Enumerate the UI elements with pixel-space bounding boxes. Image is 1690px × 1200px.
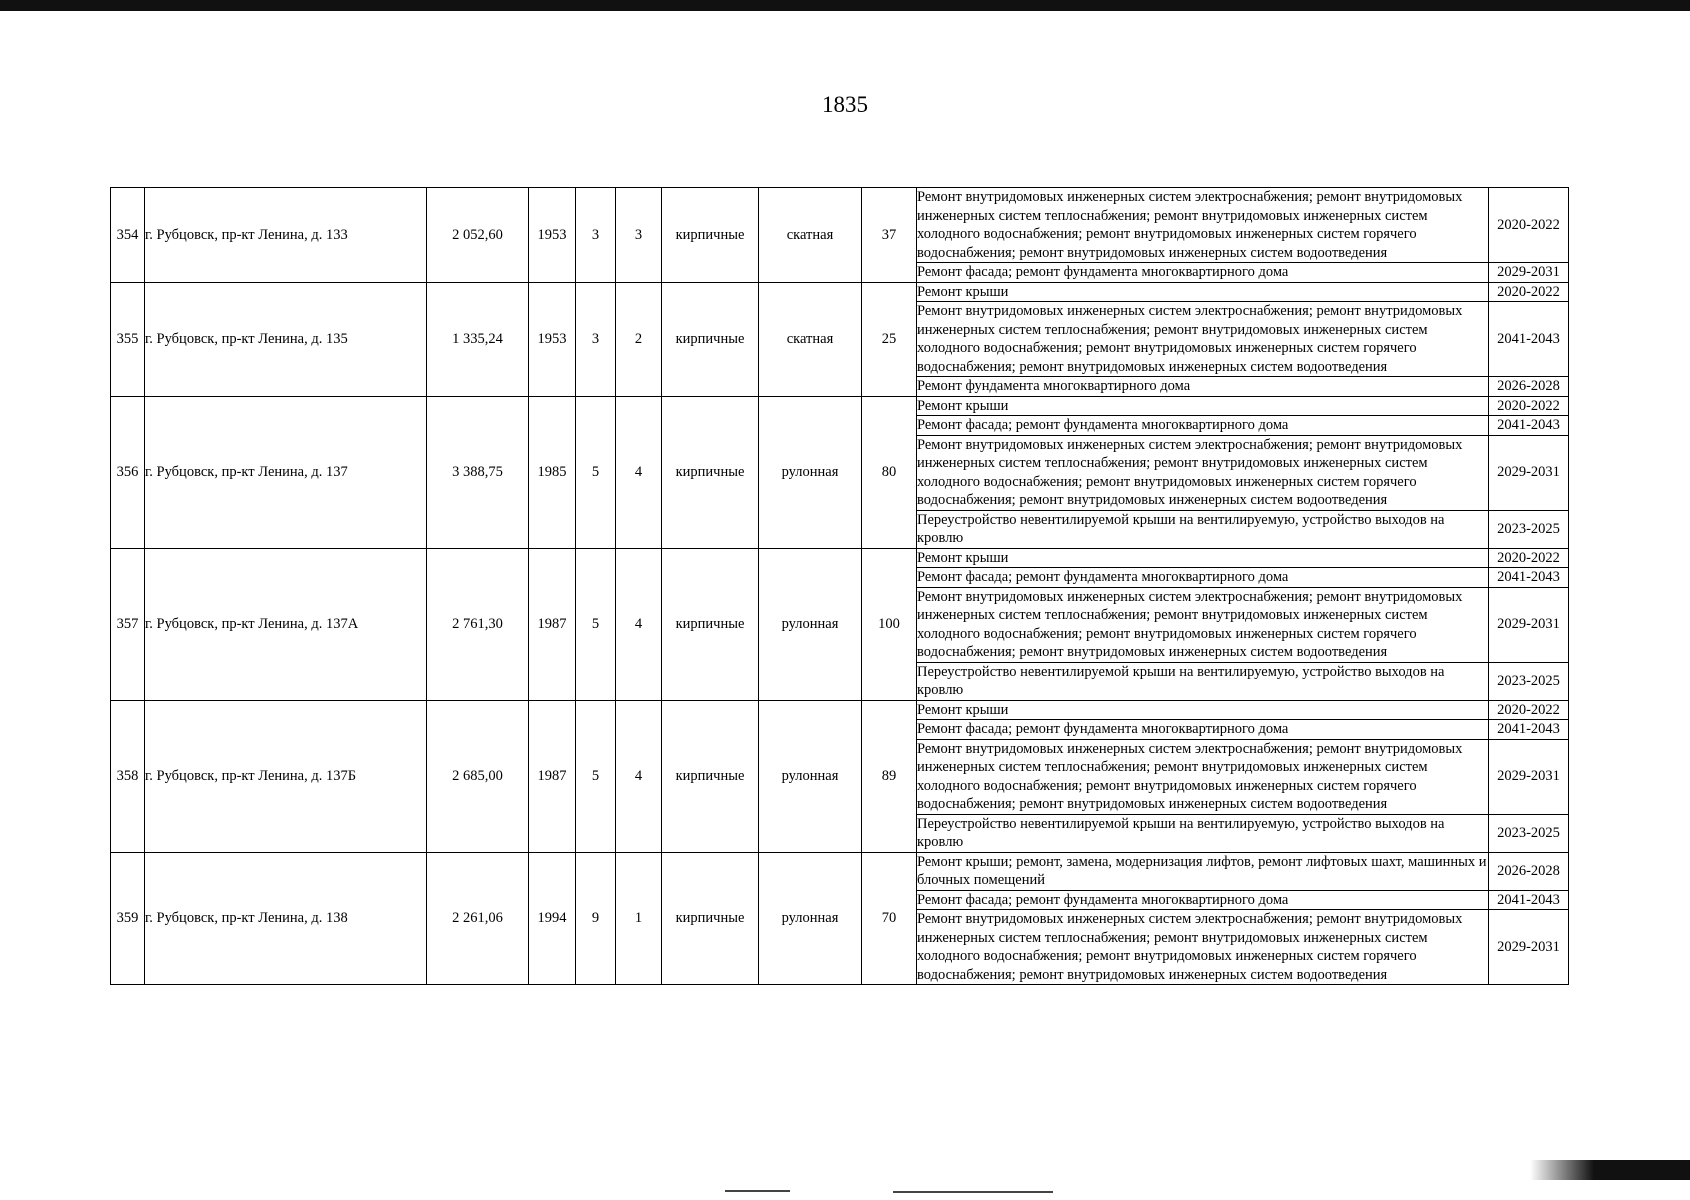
work-type-cell: Ремонт фасада; ремонт фундамента многоквартирного дома [917,416,1489,436]
residents-cell: 37 [862,188,917,283]
roof-cell: рулонная [759,700,862,852]
scan-mark [893,1191,1053,1193]
residents-cell: 25 [862,282,917,396]
work-type-cell: Ремонт фасада; ремонт фундамента многоквартирного дома [917,890,1489,910]
residents-cell: 89 [862,700,917,852]
period-cell: 2041-2043 [1489,890,1569,910]
walls-cell: кирпичные [662,700,759,852]
floors-cell: 5 [576,548,616,700]
work-type-cell: Ремонт внутридомовых инженерных систем электроснабжения; ремонт внутридомовых инженерных систем теплоснабжения; ремонт внутридомовых инженерных систем холодного водоснабжения; ремонт внутридомовых инженерных систем горячего водоснабжения; ремонт внутридомовых инженерных систем водоотведения [917,910,1489,985]
period-cell: 2029-2031 [1489,263,1569,283]
period-cell: 2020-2022 [1489,700,1569,720]
table-row [111,700,1569,720]
address-cell: г. Рубцовск, пр-кт Ленина, д. 135 [145,282,427,396]
row-number: 359 [111,852,145,985]
work-type-cell: Переустройство невентилируемой крыши на вентилируемую, устройство выходов на кровлю [917,662,1489,700]
scan-mark [725,1190,790,1192]
table-row [111,396,1569,416]
table-row [111,188,1569,263]
floors-cell: 5 [576,700,616,852]
roof-cell: скатная [759,282,862,396]
work-type-cell: Переустройство невентилируемой крыши на вентилируемую, устройство выходов на кровлю [917,510,1489,548]
row-number: 357 [111,548,145,700]
roof-cell: скатная [759,188,862,283]
walls-cell: кирпичные [662,548,759,700]
work-type-cell: Ремонт фундамента многоквартирного дома [917,377,1489,397]
period-cell: 2026-2028 [1489,377,1569,397]
year-cell: 1987 [529,548,576,700]
address-cell: г. Рубцовск, пр-кт Ленина, д. 137 [145,396,427,548]
entrances-cell: 4 [616,396,662,548]
table-row [111,852,1569,890]
year-cell: 1953 [529,188,576,283]
floors-cell: 3 [576,188,616,283]
capital-repair-table [110,187,1569,985]
period-cell: 2029-2031 [1489,435,1569,510]
work-type-cell: Ремонт внутридомовых инженерных систем электроснабжения; ремонт внутридомовых инженерных систем теплоснабжения; ремонт внутридомовых инженерных систем холодного водоснабжения; ремонт внутридомовых инженерных систем горячего водоснабжения; ремонт внутридомовых инженерных систем водоотведения [917,302,1489,377]
residents-cell: 80 [862,396,917,548]
scan-top-border [0,0,1690,11]
entrances-cell: 3 [616,188,662,283]
area-cell: 2 261,06 [427,852,529,985]
residents-cell: 100 [862,548,917,700]
period-cell: 2023-2025 [1489,662,1569,700]
address-cell: г. Рубцовск, пр-кт Ленина, д. 137А [145,548,427,700]
row-number: 355 [111,282,145,396]
work-type-cell: Ремонт фасада; ремонт фундамента многоквартирного дома [917,568,1489,588]
period-cell: 2029-2031 [1489,587,1569,662]
period-cell: 2020-2022 [1489,282,1569,302]
address-cell: г. Рубцовск, пр-кт Ленина, д. 133 [145,188,427,283]
work-type-cell: Ремонт внутридомовых инженерных систем электроснабжения; ремонт внутридомовых инженерных систем теплоснабжения; ремонт внутридомовых инженерных систем холодного водоснабжения; ремонт внутридомовых инженерных систем горячего водоснабжения; ремонт внутридомовых инженерных систем водоотведения [917,739,1489,814]
row-number: 356 [111,396,145,548]
period-cell: 2023-2025 [1489,510,1569,548]
work-type-cell: Ремонт внутридомовых инженерных систем электроснабжения; ремонт внутридомовых инженерных систем теплоснабжения; ремонт внутридомовых инженерных систем холодного водоснабжения; ремонт внутридомовых инженерных систем горячего водоснабжения; ремонт внутридомовых инженерных систем водоотведения [917,188,1489,263]
walls-cell: кирпичные [662,852,759,985]
row-number: 354 [111,188,145,283]
address-cell: г. Рубцовск, пр-кт Ленина, д. 138 [145,852,427,985]
walls-cell: кирпичные [662,282,759,396]
floors-cell: 9 [576,852,616,985]
entrances-cell: 2 [616,282,662,396]
period-cell: 2041-2043 [1489,720,1569,740]
year-cell: 1987 [529,700,576,852]
year-cell: 1953 [529,282,576,396]
period-cell: 2020-2022 [1489,548,1569,568]
entrances-cell: 4 [616,548,662,700]
area-cell: 3 388,75 [427,396,529,548]
year-cell: 1985 [529,396,576,548]
scan-bottom-border [1530,1160,1690,1180]
period-cell: 2041-2043 [1489,568,1569,588]
address-cell: г. Рубцовск, пр-кт Ленина, д. 137Б [145,700,427,852]
residents-cell: 70 [862,852,917,985]
roof-cell: рулонная [759,548,862,700]
page-number: 1835 [822,92,868,117]
table-row [111,282,1569,302]
entrances-cell: 1 [616,852,662,985]
work-type-cell: Ремонт крыши [917,396,1489,416]
period-cell: 2023-2025 [1489,814,1569,852]
work-type-cell: Ремонт крыши; ремонт, замена, модернизация лифтов, ремонт лифтовых шахт, машинных и блочных помещений [917,853,1487,888]
row-number: 358 [111,700,145,852]
walls-cell: кирпичные [662,188,759,283]
area-cell: 2 685,00 [427,700,529,852]
period-cell: 2020-2022 [1489,188,1569,263]
work-type-cell: Переустройство невентилируемой крыши на вентилируемую, устройство выходов на кровлю [917,814,1489,852]
period-cell: 2029-2031 [1489,910,1569,985]
area-cell: 2 761,30 [427,548,529,700]
period-cell: 2041-2043 [1489,416,1569,436]
period-cell: 2020-2022 [1489,396,1569,416]
floors-cell: 5 [576,396,616,548]
area-cell: 2 052,60 [427,188,529,283]
work-type-cell: Ремонт внутридомовых инженерных систем электроснабжения; ремонт внутридомовых инженерных систем теплоснабжения; ремонт внутридомовых инженерных систем холодного водоснабжения; ремонт внутридомовых инженерных систем горячего водоснабжения; ремонт внутридомовых инженерных систем водоотведения [917,587,1489,662]
floors-cell: 3 [576,282,616,396]
roof-cell: рулонная [759,396,862,548]
work-type-cell: Ремонт фасада; ремонт фундамента многоквартирного дома [917,263,1489,283]
walls-cell: кирпичные [662,396,759,548]
area-cell: 1 335,24 [427,282,529,396]
period-cell: 2041-2043 [1489,302,1569,377]
work-type-cell: Ремонт крыши [917,282,1489,302]
roof-cell: рулонная [759,852,862,985]
table-row [111,548,1569,568]
work-type-cell: Ремонт внутридомовых инженерных систем электроснабжения; ремонт внутридомовых инженерных систем теплоснабжения; ремонт внутридомовых инженерных систем холодного водоснабжения; ремонт внутридомовых инженерных систем горячего водоснабжения; ремонт внутридомовых инженерных систем водоотведения [917,435,1489,510]
work-type-cell: Ремонт фасада; ремонт фундамента многоквартирного дома [917,720,1489,740]
work-type-cell: Ремонт крыши [917,548,1489,568]
period-cell: 2029-2031 [1489,739,1569,814]
period-cell: 2026-2028 [1489,852,1569,890]
year-cell: 1994 [529,852,576,985]
entrances-cell: 4 [616,700,662,852]
work-type-cell: Ремонт крыши [917,700,1489,720]
